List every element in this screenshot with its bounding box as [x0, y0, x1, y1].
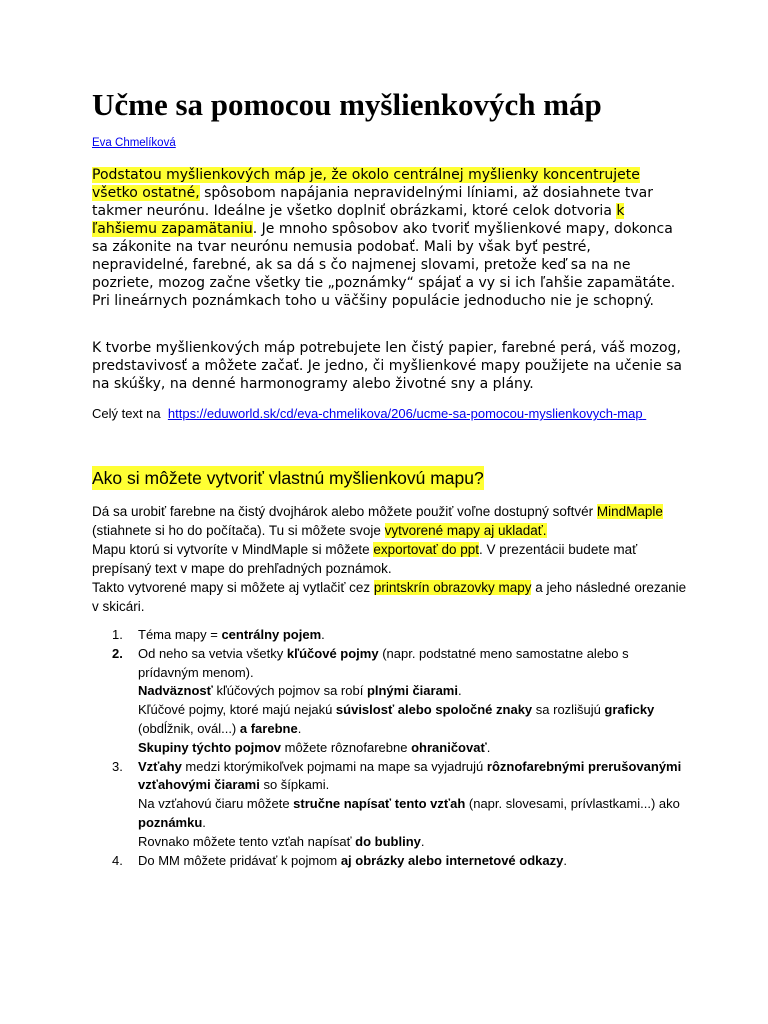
- highlight-text: Podstatou myšlienkových máp je, že okolo centrálnej myšlienky koncentrujete všetko ostatné,: [92, 167, 640, 201]
- section-heading: Ako si môžete vytvoriť vlastnú myšlienkovú mapu?: [92, 468, 484, 488]
- list-number: 2.: [112, 645, 123, 661]
- section-body: Dá sa urobiť farebne na čistý dvojhárok alebo môžete použiť voľne dostupný softvér MindMaple (stiahnete si ho do počítača). Tu si môžete svoje vytvorené mapy aj ukladať. Mapu ktorú si vytvoríte v MindMaple si môžete exportovať do ppt. V prezentácii budete mať prepísaný text v mape do prehľadných poznámok. Takto vytvorené mapy si môžete aj vytlačiť cez printskrín obrazovky mapy a jeho následné orezanie v skicári.: [92, 504, 687, 614]
- list-number: 4.: [112, 852, 123, 868]
- list-item: 1. Téma mapy = centrálny pojem.: [92, 626, 692, 645]
- highlight-mindmaple: MindMaple: [596, 504, 663, 519]
- fulltext-line: [92, 405, 646, 423]
- intro-paragraph: Podstatou myšlienkových máp je, že okolo centrálnej myšlienky koncentrujete všetko ostatné, spôsobom napájania nepravidelnými líniami, až dosiahnete tvar takmer neurónu. Ideálne je všetko doplniť obrázkami, ktoré celok dotvoria k ľahšiemu zapamätaniu. Je mnoho spôsobov ako tvoriť myšlienkové mapy, dokonca sa zákonite na tvar neurónu nemusia podobať. Mali by však byť pestré, nepravidelné, farebné, ak sa dá s čo najmenej slovami, pretože keď sa na ne pozriete, mozog začne všetky tie „poznámky“ spájať a vy si ich ľahšie zapamätáte. Pri lineárnych poznámkach toho u väčšiny populácie jednoducho nie je schopný.: [92, 167, 676, 309]
- page-title: Učme sa pomocou myšlienkových máp: [92, 87, 602, 122]
- steps-list: [92, 626, 692, 870]
- list-number: 3.: [112, 758, 123, 774]
- author-link[interactable]: Eva Chmelíková: [92, 137, 176, 149]
- list-item: 2. Od neho sa vetvia všetky kľúčové pojmy (napr. podstatné meno samostatne alebo s prídavným menom). Nadväznosť kľúčových pojmov sa robí plnými čiarami. Kľúčové pojmy, ktoré majú nejakú súvislosť alebo spoločné znaky sa rozlišujú graficky (obdĺžnik, ovál...) a farebne. Skupiny týchto pojmov môžete rôznofarebne ohraničovať.: [112, 645, 655, 755]
- paragraph-materials: K tvorbe myšlienkových máp potrebujete len čistý papier, farebné perá, váš mozog, predstavivosť a môžete začať. Je jedno, či myšlienkové mapy použijete na učenie sa na skúšky, na denné harmonogramy alebo životné sny a plány.: [92, 340, 683, 392]
- list-item: 3. Vzťahy medzi ktorýmikoľvek pojmami na mape sa vyjadrujú rôznofarebnými prerušovanými vzťahovými čiarami so šípkami. Na vzťahovú čiaru môžete stručne napísať tento vzťah (napr. slovesami, prívlastkami...) ako poznámku. Rovnako môžete tento vzťah napísať do bubliny.: [112, 758, 682, 849]
- list-number: 1.: [112, 627, 123, 642]
- list-item: 4. Do MM môžete pridávať k pojmom aj obrázky alebo internetové odkazy.: [92, 852, 692, 871]
- fulltext-link[interactable]: https://eduworld.sk/cd/eva-chmelikova/206/ucme-sa-pomocou-myslienkovych-map: [167, 406, 643, 421]
- highlight-text: k ľahšiemu zapamätaniu: [92, 203, 625, 237]
- highlight-export: exportovať do ppt: [373, 542, 479, 557]
- fulltext-label: Celý text na: [92, 406, 161, 421]
- highlight-save: vytvorené mapy aj ukladať.: [384, 523, 547, 538]
- highlight-print: printskrín obrazovky mapy: [373, 580, 532, 595]
